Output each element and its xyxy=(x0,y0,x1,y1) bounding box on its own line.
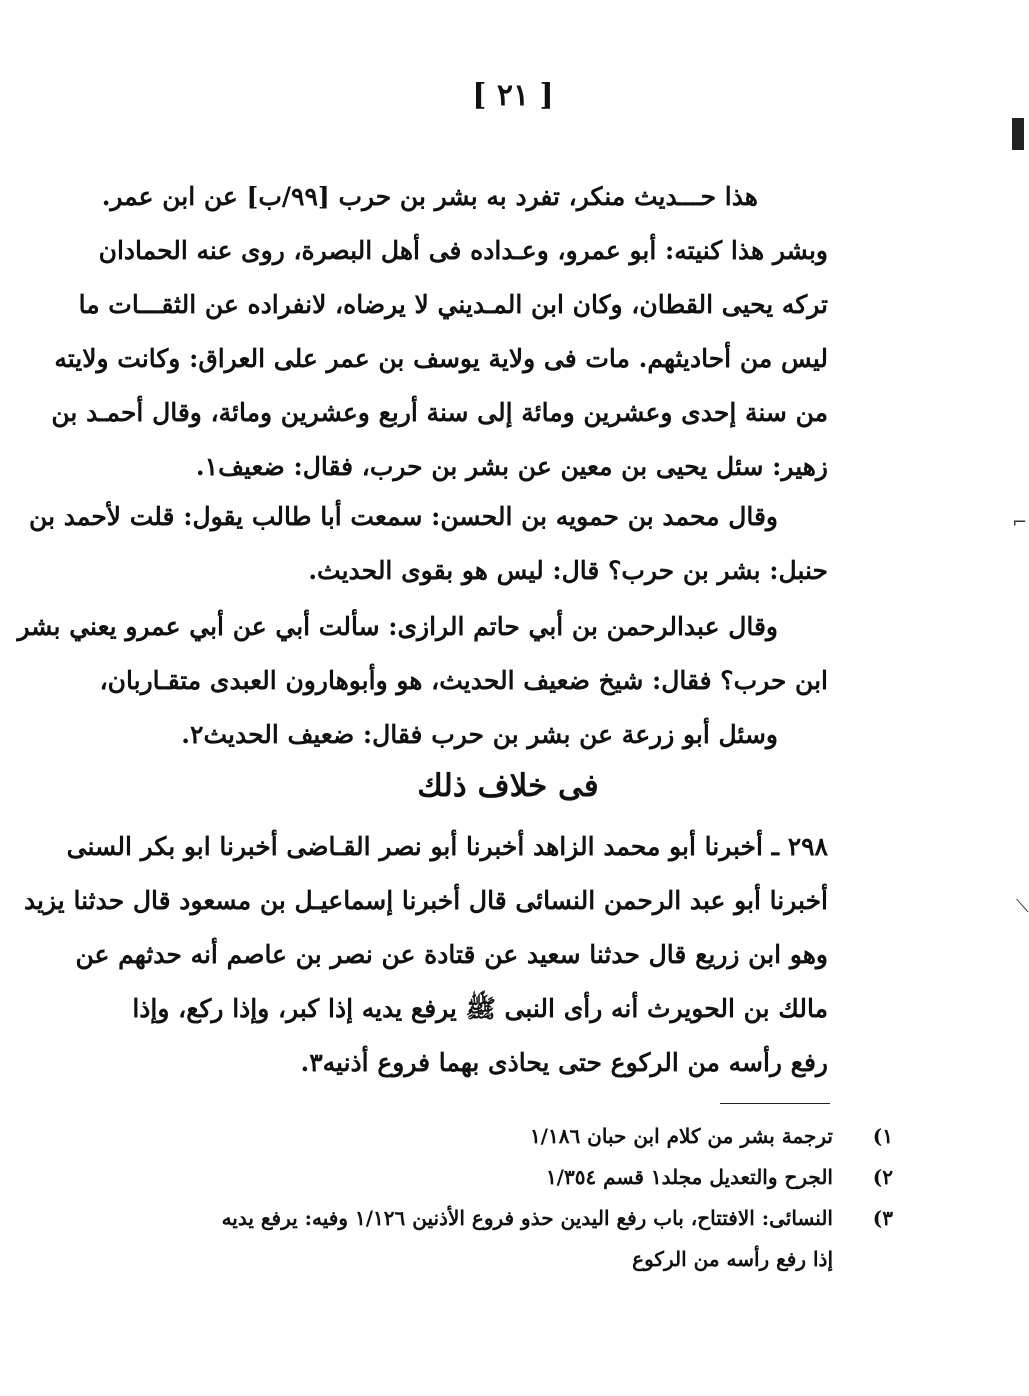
text-line: وبشر هذا كنيته: أبو عمرو، وعـداده فى أهل البصرة، روى عنه الحمادان xyxy=(98,236,828,265)
scan-edge-mark: ⟍ xyxy=(1016,896,1029,917)
text-line: وسئل أبو زرعة عن بشر بن حرب فقال: ضعيف الحديث٢. xyxy=(181,720,778,749)
text-line: من سنة إحدى وعشرين ومائة إلى سنة أربع وعشرين ومائة، وقال أحمـد بن xyxy=(51,398,828,427)
footnote-3-continuation: إذا رفع رأسه من الركوع xyxy=(632,1247,833,1271)
footnotes xyxy=(188,1116,893,1280)
paragraph-1 xyxy=(51,170,828,494)
paragraph-3 xyxy=(17,600,828,762)
text-line: تركه يحيى القطان، وكان ابن المـديني لا يرضاه، لانفراده عن الثقـــات ما xyxy=(78,290,828,319)
scan-edge-mark xyxy=(1012,118,1024,150)
text-line: ابن حرب؟ فقال: شيخ ضعيف الحديث، هو وأبوهارون العبدى متقـاربان، xyxy=(99,666,828,695)
text-line: مالك بن الحويرث أنه رأى النبى ﷺ يرفع يديه إذا كبر، وإذا ركع، وإذا xyxy=(132,994,828,1023)
footnote-text: ترجمة بشر من كلام ابن حبان ١/١٨٦ xyxy=(529,1124,833,1148)
footnote-number: ٣) xyxy=(872,1206,893,1230)
paragraph-2 xyxy=(29,490,828,598)
text-line: ٢٩٨ ـ أخبرنا أبو محمد الزاهد أخبرنا أبو نصر القـاضى أخبرنا ابو بكر السنى xyxy=(66,832,828,861)
footnote-2 xyxy=(188,1157,893,1198)
text-line: ليس من أحاديثهم. مات فى ولاية يوسف بن عمر على العراق: وكانت ولايته xyxy=(54,344,828,373)
text-line: رفع رأسه من الركوع حتى يحاذى بهما فروع أذنيه٣. xyxy=(300,1048,828,1077)
footnote-separator xyxy=(720,1103,830,1104)
text-line: أخبرنا أبو عبد الرحمن النسائى قال أخبرنا إسماعيـل بن مسعود قال حدثنا يزيد xyxy=(23,886,828,915)
scan-edge-mark: ⌐ xyxy=(1012,512,1028,533)
text-line: وقال محمد بن حمويه بن الحسن: سمعت أبا طالب يقول: قلت لأحمد بن xyxy=(29,502,778,531)
text-line: وهو ابن زريع قال حدثنا سعيد عن قتادة عن نصر بن عاصم أنه حدثهم عن xyxy=(75,940,828,969)
footnote-text: الجرح والتعديل مجلد١ قسم ١/٣٥٤ xyxy=(545,1165,833,1189)
footnote-number: ٢) xyxy=(872,1165,893,1189)
section-heading: فى خلاف ذلك xyxy=(417,768,599,804)
text-line: وقال عبدالرحمن بن أبي حاتم الرازى: سألت أبي عن أبي عمرو يعني بشر xyxy=(17,612,778,641)
footnote-text: النسائى: الافتتاح، باب رفع اليدين حذو فروع الأذنين ١/١٢٦ وفيه: يرفع يديه xyxy=(221,1206,833,1230)
text-line: هذا حـــديث منكر، تفرد به بشر بن حرب [٩٩/ب] عن ابن عمر. xyxy=(101,182,758,211)
hadith-paragraph xyxy=(23,820,828,1090)
footnote-number: ١) xyxy=(872,1124,893,1148)
text-line: زهير: سئل يحيى بن معين عن بشر بن حرب، فقال: ضعيف١. xyxy=(195,452,828,481)
text-line: حنبل: بشر بن حرب؟ قال: ليس هو بقوى الحديث. xyxy=(308,556,828,585)
footnote-1 xyxy=(188,1116,893,1157)
footnote-3 xyxy=(188,1198,893,1239)
page-number: [ ٢١ ] xyxy=(472,78,554,113)
